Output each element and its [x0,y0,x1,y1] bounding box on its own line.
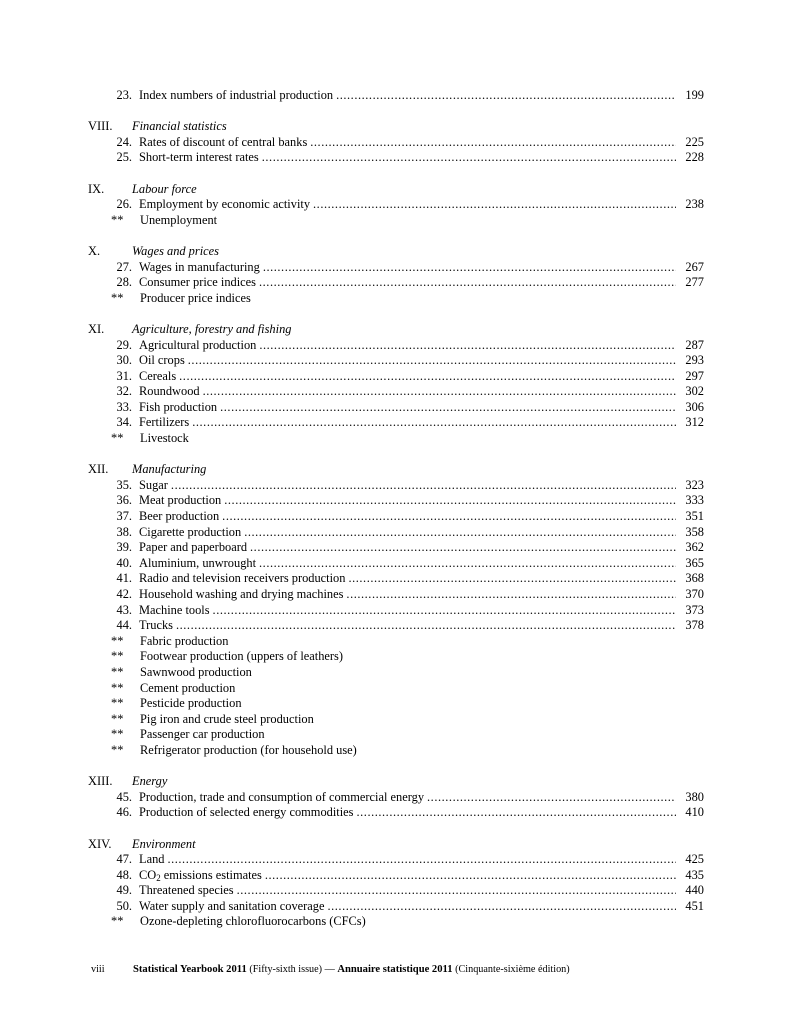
entry-label: Fish production [139,399,218,414]
toc-group [88,774,704,821]
section-roman-numeral: VIII. [88,119,113,134]
entry-asterisk-marker: ** [111,711,124,726]
entry-number: 25. [116,150,132,165]
footer-issue-en: (Fifty-sixth issue) — [246,964,338,975]
toc-entry[interactable] [88,415,704,431]
entry-label: Rates of discount of central banks [139,134,308,149]
dot-leader [259,338,676,354]
entry-label: Beer production [139,509,220,524]
dot-leader [192,415,676,431]
entry-label: Fertilizers [139,415,190,430]
entry-label: Footwear production (uppers of leathers) [140,649,344,664]
entry-label: Cigarette production [139,524,242,539]
footer-running-head [133,963,570,977]
entry-page-number: 373 [685,602,704,617]
toc-entry[interactable] [88,150,704,166]
toc-section-heading [88,182,704,198]
entry-number: 50. [116,898,132,913]
dot-leader [346,587,676,603]
entry-number: 30. [116,353,132,368]
toc-entry[interactable] [88,400,704,416]
entry-asterisk-marker: ** [111,431,124,446]
dot-leader [336,88,676,104]
entry-page-number: 440 [685,883,704,898]
entry-page-number: 267 [685,259,704,274]
entry-number: 34. [116,415,132,430]
toc-group [88,322,704,447]
section-roman-numeral: XIII. [88,774,113,789]
toc-entry-unpublished [88,634,704,650]
toc-entry-unpublished [88,649,704,665]
entry-page-number: 199 [685,88,704,102]
footer-title-fr: Annuaire statistique 2011 [337,964,453,975]
entry-page-number: 312 [685,415,704,430]
dot-leader [250,540,676,556]
entry-number: 46. [116,805,132,820]
entry-page-number: 287 [685,337,704,352]
entry-number: 44. [116,618,132,633]
entry-label: Oil crops [139,353,185,368]
dot-leader [244,525,676,541]
dot-leader [263,260,676,276]
toc-section-heading [88,774,704,790]
entry-label: $CO_2$ emissions estimates [139,867,262,883]
entry-label: Agricultural production [139,337,257,352]
entry-number: 41. [116,571,132,586]
entry-number: 28. [116,275,132,290]
entry-page-number: 323 [685,477,704,492]
toc-entry[interactable] [88,338,704,354]
section-roman-numeral: XII. [88,462,109,477]
entry-number: 43. [116,602,132,617]
toc-entry[interactable] [88,384,704,400]
toc-entry[interactable] [88,88,704,104]
entry-label: Production, trade and consumption of commercial energy [139,789,425,804]
toc-section-heading [88,119,704,135]
toc-entry[interactable] [88,260,704,276]
toc-section-heading [88,837,704,853]
dot-leader [176,618,676,634]
toc-entry[interactable] [88,603,704,619]
section-title: Agriculture, forestry and fishing [132,321,292,336]
folio-number: viii [91,964,105,975]
entry-page-number: 277 [685,275,704,290]
dot-leader [348,571,676,587]
dot-leader [213,603,676,619]
toc-entry[interactable] [88,571,704,587]
entry-label: Index numbers of industrial production [139,88,334,102]
entry-page-number: 297 [685,368,704,383]
entry-page-number: 302 [685,384,704,399]
entry-page-number: 362 [685,540,704,555]
entry-label: Cement production [140,680,236,695]
dot-leader [259,275,676,291]
entry-page-number: 370 [685,587,704,601]
toc-entry[interactable] [88,135,704,151]
entry-label: Passenger car production [140,727,265,742]
toc-entry[interactable] [88,805,704,821]
dot-leader [179,369,676,385]
entry-page-number: 380 [685,789,704,804]
entry-number: 27. [116,259,132,274]
toc-group [88,88,704,104]
toc-entry[interactable] [88,275,704,291]
entry-number: 40. [116,555,132,570]
entry-page-number: 365 [685,555,704,570]
toc-entry-unpublished [88,696,704,712]
entry-label: Wages in manufacturing [139,259,260,274]
toc-entry-unpublished [88,431,704,447]
dot-leader [171,478,676,494]
entry-label: Water supply and sanitation coverage [139,898,325,913]
toc-entry[interactable] [88,883,704,899]
entry-page-number: 293 [685,353,704,368]
entry-asterisk-marker: ** [111,649,124,664]
entry-label: Paper and paperboard [139,540,248,555]
entry-label: Pig iron and crude steel production [140,711,314,726]
entry-label: Ozone-depleting chlorofluorocarbons (CFCs) [140,914,366,929]
toc-entry[interactable] [88,540,704,556]
entry-page-number: 451 [685,898,704,913]
entry-label: Consumer price indices [139,275,256,290]
dot-leader [357,805,677,821]
entry-page-number: 306 [685,399,704,414]
dot-leader [262,150,676,166]
table-of-contents [88,88,704,930]
section-roman-numeral: X. [88,243,101,258]
toc-entry[interactable] [88,369,704,385]
entry-asterisk-marker: ** [111,696,124,711]
toc-entry-unpublished [88,727,704,743]
entry-number: 48. [116,867,132,882]
section-title: Manufacturing [132,462,207,477]
entry-number: 39. [116,540,132,555]
section-roman-numeral: XI. [88,321,105,336]
entry-page-number: 225 [685,134,704,149]
entry-number: 49. [116,883,132,898]
entry-page-number: 410 [685,805,704,820]
toc-group [88,837,704,931]
section-title: Labour force [132,181,197,196]
entry-number: 23. [116,88,132,102]
toc-entry-unpublished [88,291,704,307]
toc-group [88,119,704,166]
section-title: Environment [132,836,196,851]
entry-number: 45. [116,789,132,804]
entry-label: Production of selected energy commodities [139,805,354,820]
entry-number: 35. [116,477,132,492]
entry-label: Unemployment [140,212,218,227]
toc-entry[interactable] [88,790,704,806]
entry-number: 31. [116,368,132,383]
entry-label: Household washing and drying machines [139,587,344,601]
entry-page-number: 238 [685,197,704,212]
entry-label: Trucks [139,618,173,633]
toc-entry[interactable] [88,525,704,541]
entry-label: Sugar [139,477,168,492]
dot-leader [427,790,676,806]
toc-entry-unpublished [88,914,704,930]
entry-number: 47. [116,852,132,867]
footer-title-en: Statistical Yearbook 2011 [133,964,247,975]
entry-number: 24. [116,134,132,149]
section-roman-numeral: XIV. [88,836,112,851]
section-title: Energy [132,774,168,789]
entry-asterisk-marker: ** [111,212,124,227]
entry-label: Radio and television receivers production [139,571,346,586]
entry-label: Livestock [140,431,189,446]
dot-leader [237,883,676,899]
toc-entry[interactable] [88,353,704,369]
entry-asterisk-marker: ** [111,290,124,305]
toc-entry[interactable] [88,509,704,525]
entry-label: Threatened species [139,883,234,898]
entry-page-number: 425 [685,852,704,867]
toc-section-heading [88,462,704,478]
toc-group [88,182,704,229]
entry-number: 36. [116,493,132,508]
toc-entry[interactable] [88,618,704,634]
toc-entry[interactable] [88,478,704,494]
entry-label: Meat production [139,493,222,508]
dot-leader [220,400,676,416]
toc-entry[interactable] [88,197,704,213]
toc-entry-unpublished [88,712,704,728]
entry-number: 33. [116,399,132,414]
dot-leader [188,353,676,369]
dot-leader [313,197,676,213]
entry-asterisk-marker: ** [111,680,124,695]
dot-leader [327,899,676,915]
entry-label: Short-term interest rates [139,150,259,165]
entry-number: 38. [116,524,132,539]
entry-page-number: 351 [685,509,704,524]
entry-page-number: 368 [685,571,704,586]
dot-leader [167,852,676,868]
entry-number: 29. [116,337,132,352]
dot-leader [310,135,676,151]
entry-page-number: 435 [685,867,704,882]
toc-entry[interactable] [88,556,704,572]
dot-leader [224,493,676,509]
entry-asterisk-marker: ** [111,727,124,742]
entry-number: 26. [116,197,132,212]
entry-label: Fabric production [140,633,229,648]
toc-entry[interactable] [88,493,704,509]
dot-leader [259,556,676,572]
entry-label: Refrigerator production (for household use) [140,742,357,757]
entry-page-number: 358 [685,524,704,539]
entry-number: 32. [116,384,132,399]
toc-entry-unpublished [88,743,704,759]
section-roman-numeral: IX. [88,181,105,196]
section-title: Wages and prices [132,243,219,258]
dot-leader [222,509,676,525]
entry-label: Aluminium, unwrought [139,555,257,570]
toc-entry-unpublished [88,213,704,229]
entry-asterisk-marker: ** [111,664,124,679]
entry-page-number: 333 [685,493,704,508]
entry-page-number: 378 [685,618,704,633]
toc-entry[interactable] [88,587,704,603]
entry-label: Pesticide production [140,696,242,711]
entry-label: Employment by economic activity [139,197,311,212]
toc-section-heading [88,322,704,338]
section-title: Financial statistics [132,119,227,134]
entry-label: Producer price indices [140,290,251,305]
toc-entry-unpublished [88,665,704,681]
entry-page-number: 228 [685,150,704,165]
entry-asterisk-marker: ** [111,633,124,648]
toc-entry[interactable] [88,868,704,884]
toc-entry-unpublished [88,681,704,697]
entry-label: Machine tools [139,602,210,617]
entry-asterisk-marker: ** [111,742,124,757]
footer-issue-fr: (Cinquante-sixième édition) [452,964,570,975]
dot-leader [203,384,676,400]
entry-number: 37. [116,509,132,524]
toc-section-heading [88,244,704,260]
page-footer [91,963,711,977]
toc-entry[interactable] [88,899,704,915]
entry-label: Land [139,852,165,867]
entry-number: 42. [116,587,132,601]
entry-asterisk-marker: ** [111,914,124,929]
entry-label: Cereals [139,368,177,383]
entry-label: Sawnwood production [140,664,252,679]
toc-group [88,244,704,306]
toc-entry[interactable] [88,852,704,868]
entry-label: Roundwood [139,384,200,399]
dot-leader [265,868,676,884]
toc-group [88,462,704,758]
